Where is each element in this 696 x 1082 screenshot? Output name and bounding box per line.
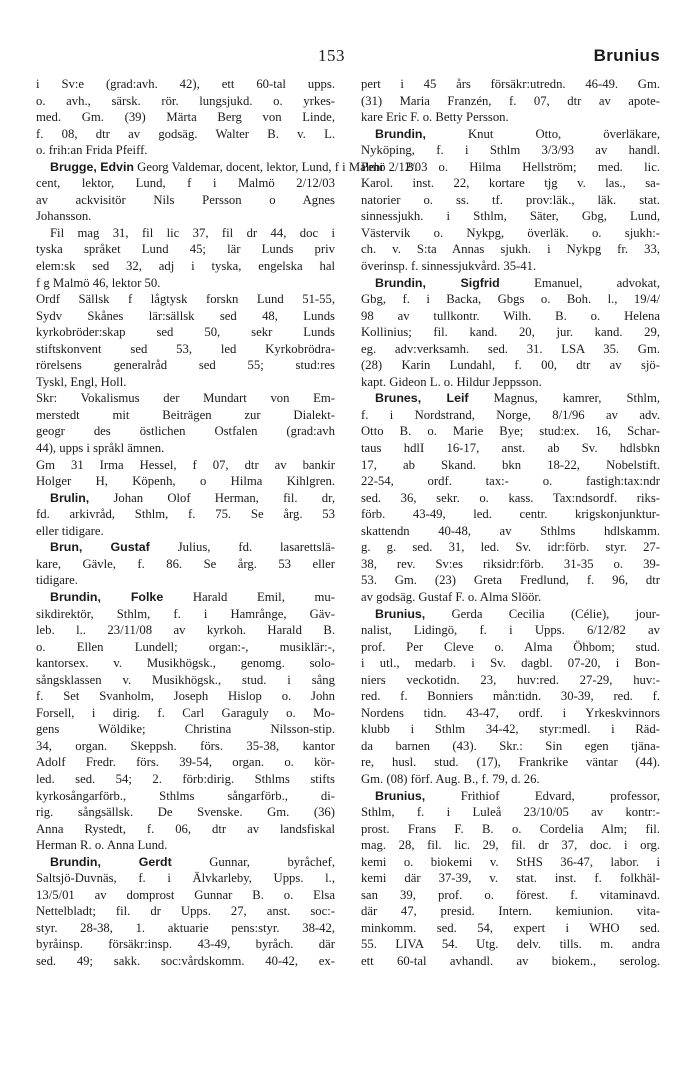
line-text: geogr des östlichen Ostfalen (grad:avh [36,424,335,439]
line-text: kantorsex. v. Musikhögsk., genomg. solo- [36,656,335,671]
text-line [36,788,335,805]
text-line [361,76,660,93]
line-text: eg. adv:verksamh. sed. 31. LSA 35. Gm. [361,341,660,356]
line-text: stiftskonvent sed 53, led Kyrkobrödra- [36,341,335,356]
line-text: (28) Karin Lundahl, f. 00, dtr av sjö- [361,358,660,373]
line-text: Gerda Cecilia (Célie), jour- [425,606,660,621]
text-line [361,688,660,705]
line-text: 98 av tullkontr. Wilh. B. o. Helena [361,308,660,323]
text-line [36,870,335,887]
text-line [36,506,335,523]
text-line [36,390,335,407]
entry-name: Brunius, [375,606,426,621]
line-text: Forsell, i dirig. f. Carl Garaguly o. Mo- [36,705,335,720]
line-text: 34, organ. Skeppsh. förs. 35-38, kantor [36,738,335,753]
text-line [36,407,335,424]
entry-start-line [36,159,428,176]
line-text: (31) Maria Franzén, f. 07, dtr av apote- [361,93,660,108]
line-text: sinnessjukh. i Sthlm, Säter, Gbg, Lund, [361,209,660,224]
text-line [361,705,660,722]
line-text: skattendn 40-48, av Sthlms hdlskamm. [361,523,660,538]
line-text: förb. 43-49, led. centr. krigskonjunktur- [361,507,660,522]
text-line [361,357,660,374]
line-text: mag. 28, fil. lic. 29, fil. dr 37, doc. i org. [361,838,660,853]
line-text: natorier o. ss. tf. prov:läk., läk. stat. [361,192,660,207]
text-line [36,142,335,159]
line-text: 38, rev. Sv:es riksidr:förb. 31-35 o. 39- [361,556,660,571]
line-text: da barnen (43). Skr.: Sin egen tjäna- [361,738,660,753]
line-text: sikdirektör, Sthlm, f. i Hamrånge, Gäv- [36,606,335,621]
text-line [361,93,660,110]
text-line [361,639,660,656]
line-text: o. Ellen Lundell; organ:-, musiklär:-, [36,639,335,654]
line-text: Gm 31 Irma Hessel, f 07, dtr av bankir [36,457,335,472]
entry-name: Brugge, Edvin [50,159,134,174]
line-text: Gbg, f. i Backa, Gbgs o. Boh. l., 19/4/ [361,292,660,307]
line-text: rörelsens generalråd sed 55; stud:res [36,358,335,373]
line-text: Skr: Vokalismus der Mundart von Em- [36,391,335,406]
text-line [361,208,660,225]
text-line [36,93,335,110]
entry-start-line [36,490,335,507]
line-text: Adolf Fredr. förs. 39-54, organ. o. kör- [36,755,335,770]
text-line [36,572,335,589]
text-line [361,109,660,126]
line-text: sed. 49; sakk. soc:vårdskomm. 40-42, ex- [36,953,335,968]
line-text: i Sv:e (grad:avh. 42), ett 60-tal upps. [36,77,335,91]
text-line [361,738,660,755]
text-line [361,308,660,325]
line-text: byråinsp. försäkr:insp. 43-49, byråch. där [36,937,335,952]
text-line [36,324,335,341]
line-text: leb. l.. 23/11/08 av kyrkoh. Harald B. [36,623,335,638]
line-text: Holger H, Köpenh, o Hilma Kihlgren. [36,474,335,489]
line-text: Västervik o. Nykpg, överläk. o. sjukh:- [361,225,660,240]
line-text: sångsklassen v. Musikhögsk., stud. i sång [36,672,335,687]
text-line [361,539,660,556]
line-text: ett 60-tal avhandl. av biokem., serolog. [361,953,660,968]
line-text: f. Set Svanholm, Joseph Hislop o. John [36,689,335,704]
text-line [361,374,660,391]
line-text: f. i Nordstrand, Norge, 8/1/96 av adv. [361,407,660,422]
line-text: Georg Valdemar, docent, lektor, Lund, f i Malmö 2/12/03 [134,159,428,174]
text-line [36,241,335,258]
text-line [361,754,660,771]
text-line [36,258,335,275]
text-line [36,887,335,904]
line-text: i utl., medarb. i Sv. dagbl. 07-20, i Bon- [361,656,660,671]
text-line [36,208,335,225]
text-line [36,754,335,771]
line-text: av godsäg. Gustaf F. o. Alma Slöör. [361,589,542,604]
line-text: 53. Gm. (23) Greta Fredlund, f. 96, dtr [361,573,660,588]
entry-name: Brundin, Folke [50,589,164,604]
text-line [36,374,335,391]
text-line [36,225,335,242]
text-line [36,655,335,672]
line-text: red. f. Bonniers mån:tidn. 30-39, red. f. [361,689,660,704]
line-text: eller tidigare. [36,523,104,538]
text-line [361,887,660,904]
text-line [36,423,335,440]
entry-start-line [36,539,335,556]
entry-name: Brundin, Gerdt [50,854,172,869]
text-line [36,109,335,126]
text-line [36,606,335,623]
text-line [361,258,660,275]
text-line [361,903,660,920]
line-text: Sydv Skånes lär:sällsk sed 48, Lunds [36,308,335,323]
line-text: pert i 45 års försäkr:utredn. 46-49. Gm. [361,77,660,91]
entry-name: Brun, Gustaf [50,540,150,555]
line-text: Harald Emil, mu- [163,589,335,604]
page-number: 153 [318,46,345,65]
line-text: Ordf Sällsk f lågtysk forskn Lund 51-55, [36,292,335,307]
line-text: Tyskl, Engl, Holl. [36,374,127,389]
text-line [36,639,335,656]
line-text: med. Gm. (39) Märta Berg von Linde, [36,110,335,125]
line-text: Knut Otto, överläkare, [425,126,660,141]
entry-start-line [361,390,660,407]
line-text: där 47, presid. Intern. kemiunion. vita- [361,904,660,919]
line-text: gens Wöldike; Christina Nilsson-stip. [36,722,335,737]
text-line [361,721,660,738]
line-text: kemi o. biokemi v. StHS 36-47, labor. i [361,854,660,869]
line-text: Gunnar, byråchef, [171,854,336,869]
line-text: Pehr B. o. Hilma Hellström; med. lic. [361,159,660,174]
line-text: Fil mag 31, fil lic 37, fil dr 44, doc i [50,225,335,240]
text-line [361,672,660,689]
line-text: san 39, prof. o. förest. f. vitaminavd. [361,887,660,902]
text-line [361,142,660,159]
line-text: kemi där 37-39, v. stat. inst. f. folkhäl- [361,871,660,886]
text-line [36,721,335,738]
text-line [361,175,660,192]
line-text: Herman R. o. Anna Lund. [36,838,168,853]
running-head: Brunius [593,46,660,65]
line-text: f g Malmö 46, lektor 50. [36,275,161,290]
text-line [36,903,335,920]
line-text: 44), upps i språkl ämnen. [36,441,165,456]
text-line [36,953,335,970]
line-text: Karol. inst. 22, kortare tjg v. las., sa- [361,176,660,191]
text-line [361,324,660,341]
entry-start-line [361,788,660,805]
text-line [36,291,335,308]
text-line [361,506,660,523]
line-text: 13/5/01 av domprost Gunnar B. o. Elsa [36,887,335,902]
line-text: 17, ab Skand. bkn 18-22, Nobelstift. [361,457,660,472]
line-text: överinsp. f. sinnessjukvård. 35-41. [361,259,537,274]
line-text: minkomm. sed. 54, expert i WHO sed. [361,920,660,935]
text-line [361,473,660,490]
text-line [361,953,660,970]
text-line [36,936,335,953]
text-line [36,357,335,374]
right-column [361,76,660,970]
text-line [36,837,335,854]
line-text: sed. 36, sekr. o. kass. Tax:ndsordf. riks- [361,490,660,505]
line-text: Otto B. o. Marie Bye; stud:ex. 16, Schar- [361,424,660,439]
line-text: rig. sångsällsk. De Svenske. Gm. (36) [36,805,335,820]
line-text: cent, lektor, Lund, f i Malmö 2/12/03 [36,176,335,191]
text-line [361,291,660,308]
line-text: f. 08, dtr av godsäg. Walter B. v. L. [36,126,335,141]
line-text: ch. v. S:ta Annas sjukh. i Nykpg fr. 33, [361,242,660,257]
entry-start-line [361,606,660,623]
line-text: led. sed. 54; 2. förb:dirig. Sthlms stifts [36,771,335,786]
text-line [36,473,335,490]
line-text: av ackvisitör Nils Persson o Agnes [36,192,335,207]
line-text: Sthlm, f. i Luleå 23/10/05 av kontr:- [361,805,660,820]
text-line [36,440,335,457]
text-line [361,870,660,887]
line-text: kapt. Gideon L. o. Hildur Jeppsson. [361,374,542,389]
line-text: taus hdlI 16-17, anst. ab Sv. hdlsbkn [361,441,660,456]
line-text: merstedt mit Beiträgen zur Dialekt- [36,407,335,422]
text-line [361,523,660,540]
text-line [361,920,660,937]
text-line [361,423,660,440]
text-line [36,556,335,573]
entry-name: Brunes, Leif [375,391,469,406]
text-line [36,622,335,639]
text-line [361,556,660,573]
line-text: 22-54, ordf. tax:- o. fastigh:tax:ndr [361,474,660,489]
text-line [36,804,335,821]
text-line [361,622,660,639]
line-text: Julius, fd. lasarettslä- [149,540,335,555]
text-line [361,457,660,474]
text-line [361,589,660,606]
text-line [36,126,335,143]
entry-start-line [361,275,660,292]
text-line [361,854,660,871]
text-line [361,572,660,589]
line-text: Gm. (08) förf. Aug. B., f. 79, d. 26. [361,771,540,786]
line-text: tidigare. [36,573,78,588]
line-text: Johansson. [36,209,92,224]
text-line [361,821,660,838]
text-line [361,837,660,854]
text-line [36,771,335,788]
text-line [361,241,660,258]
line-text: Magnus, kamrer, Sthlm, [468,391,660,406]
line-text: o. frih:an Frida Pfeiff. [36,143,148,158]
line-text: Nettelbladt; fil. dr Upps. 27, anst. soc:- [36,904,335,919]
line-text: kare Eric F. o. Betty Persson. [361,110,509,125]
entry-name: Brulin, [50,490,90,505]
text-line [36,821,335,838]
text-line [361,225,660,242]
text-line [361,159,660,176]
line-text: Nyköping, f. i Sthlm 3/3/93 av handl. [361,143,660,158]
entry-start-line [36,854,335,871]
line-text: kare, Gävle, f. 86. Se årg. 53 eller [36,556,335,571]
line-text: re, husl. stud. (17), Frankrike väntar (44). [361,755,660,770]
line-text: klubb i Sthlm 34-42, styr:medl. i Räd- [361,722,660,737]
text-line [36,523,335,540]
text-line [36,192,335,209]
line-text: Saltsjö-Duvnäs, f. i Älvkarleby, Upps. l., [36,871,335,886]
text-line [36,457,335,474]
text-line [36,341,335,358]
line-text: kyrkobröder:skap sed 50, sekr Lunds [36,325,335,340]
text-line [36,738,335,755]
line-text: styr. 28-38, 1. aktuarie pens:styr. 38-42, [36,920,335,935]
text-line [361,936,660,953]
text-line [36,308,335,325]
text-line [361,440,660,457]
line-text: Nordens tidn. 43-47, ordf. i Yrkeskvinnors [361,705,660,720]
line-text: prost. Frans F. B. o. Cordelia Alm; fil. [361,821,660,836]
line-text: nalist, Lidingö, f. i Upps. 6/12/82 av [361,623,660,638]
text-line [361,192,660,209]
entry-name: Brundin, [375,126,426,141]
line-text: elem:sk sed 32, adj i tyska, engelska hal [36,259,335,274]
text-line [36,275,335,292]
entry-start-line [361,126,660,143]
text-line [361,804,660,821]
line-text: tyska språket Lund 45; lär Lunds priv [36,242,335,257]
text-line [36,688,335,705]
text-line [361,771,660,788]
line-text: fd. arkivråd, Sthlm, f. 75. Se årg. 53 [36,507,335,522]
line-text: Frithiof Edvard, professor, [425,788,660,803]
line-text: o. avh., särsk. rör. lungsjukd. o. yrkes- [36,93,335,108]
entry-name: Brunius, [375,788,426,803]
text-line [36,920,335,937]
line-text: 55. LIVA 54. Utg. delv. tills. m. andra [361,937,660,952]
text-line [36,76,335,93]
line-text: prof. Per Cleve o. Alma Öhbom; stud. [361,639,660,654]
text-line [361,407,660,424]
line-text: Johan Olof Herman, fil. dr, [89,490,335,505]
text-line [361,490,660,507]
entry-start-line [36,589,335,606]
line-text: kyrkosångarförb., Sthlms sångarförb., di- [36,788,335,803]
line-text: Anna Rystedt, f. 06, dtr av landsfiskal [36,821,335,836]
line-text: Emanuel, advokat, [499,275,661,290]
text-line [36,705,335,722]
line-text: Kollinius; fil. kand. 20, jur. kand. 29, [361,325,660,340]
line-text: g. g. sed. 31, led. Sv. idr:förb. styr. 27- [361,540,660,555]
line-text: niers veckotidn. 23, huv:red. 27-29, huv:- [361,672,660,687]
text-line [361,341,660,358]
text-line [361,655,660,672]
entry-name: Brundin, Sigfrid [375,275,500,290]
text-line [36,672,335,689]
text-line [36,175,335,192]
